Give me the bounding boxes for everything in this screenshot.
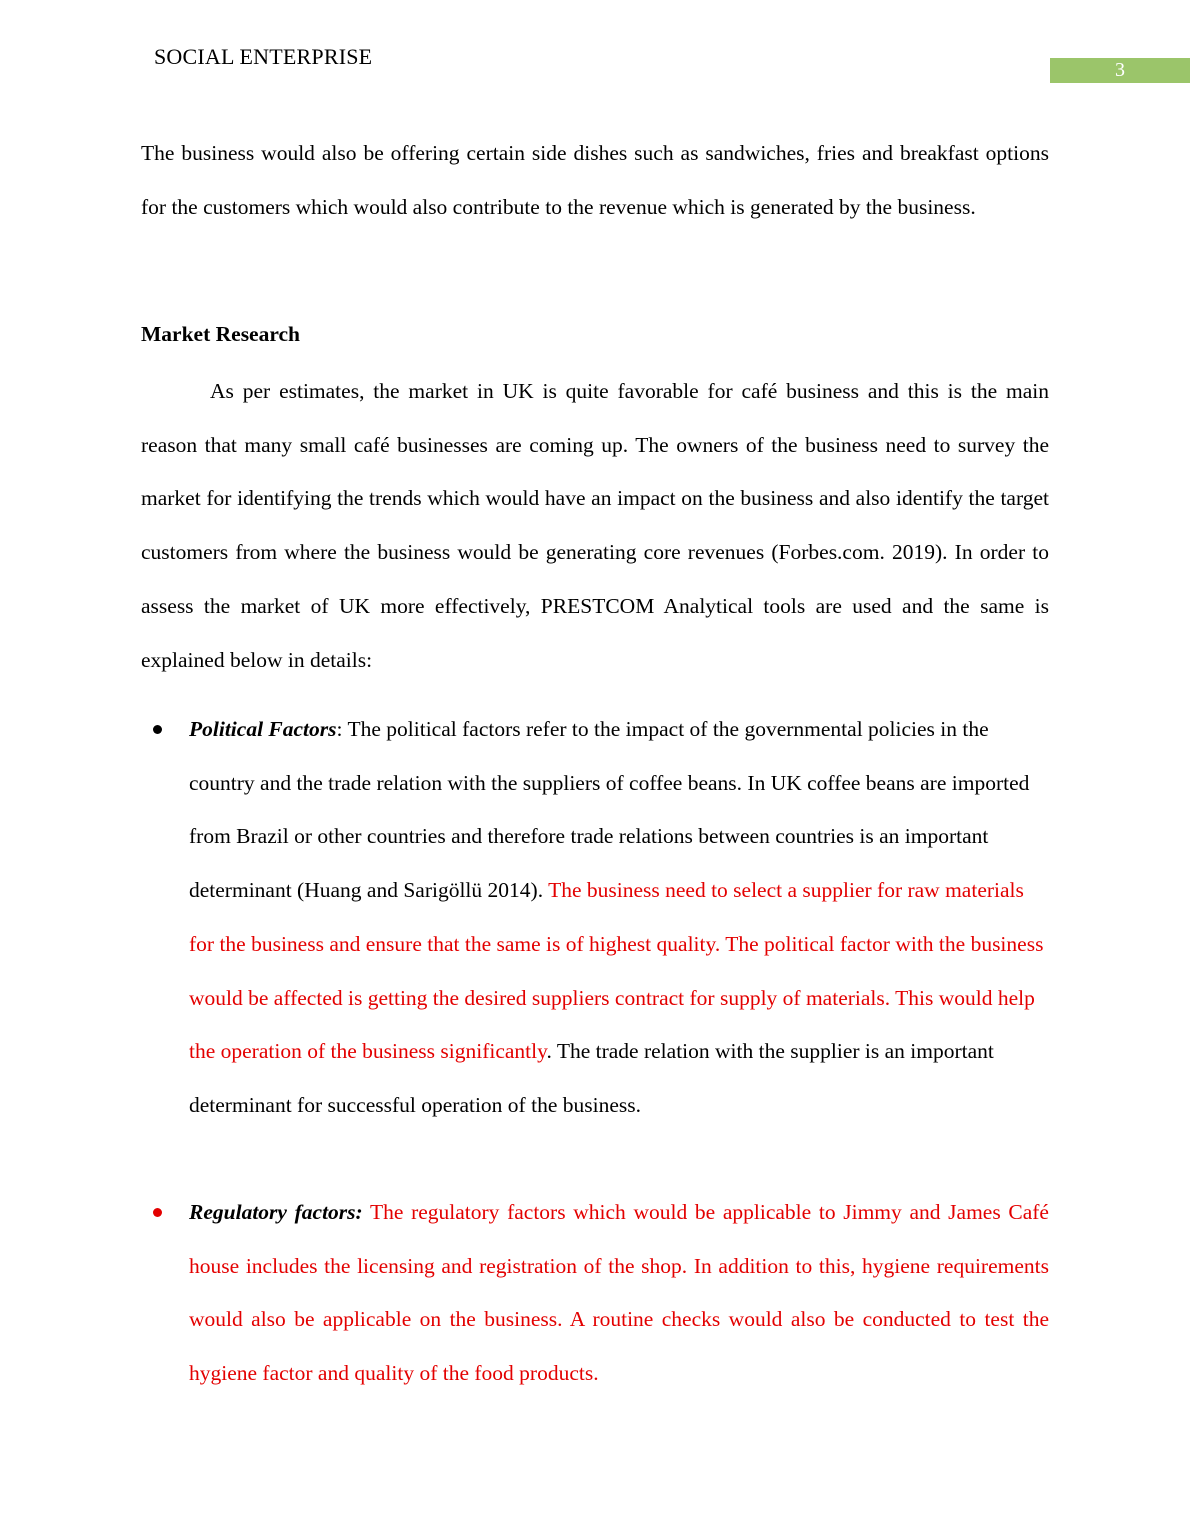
bullet-highlight-text: The business need to select a supplier for raw materials for the business and ensure that the same is of highest quality. The political factor with the business would be affected is getting the desired suppliers contract for supply of materials. This would help the operation of the business significantly [189, 878, 1044, 1064]
bullet-regulatory-factors [141, 1186, 1049, 1401]
bullet-separator: : [336, 717, 348, 741]
intro-paragraph: The business would also be offering certain side dishes such as sandwiches, fries and breakfast options for the customers which would also contribute to the revenue which is generated by the business. [141, 141, 1049, 219]
bullet-term: Political Factors [189, 717, 337, 741]
bullet-political-factors [141, 703, 1049, 1133]
bullet-highlight-text: The regulatory factors which would be applicable to Jimmy and James Café house includes the licensing and registration of the shop. In addition to this, hygiene requirements would also be applicable on the business. A routine checks would also be conducted to test the hygiene factor and quality of the food products. [189, 1200, 1049, 1386]
bullet-text-after: . The trade relation with the supplier is an important determinant for successful operation of the business. [189, 1039, 994, 1117]
bullet-separator [363, 1200, 370, 1224]
market-research-paragraph-block [141, 365, 1049, 687]
running-head: SOCIAL ENTERPRISE [154, 44, 373, 69]
section-heading-market-research: Market Research [141, 322, 301, 346]
market-research-paragraph: As per estimates, the market in UK is quite favorable for café business and this is the main reason that many small café businesses are coming up. The owners of the business need to survey the market for identifying the trends which would have an impact on the business and also identify the target customers from where the business would be generating core revenues (Forbes.com. 2019). In order to assess the market of UK more effectively, PRESTCOM Analytical tools are used and the same is explained below in details: [141, 379, 1049, 672]
factor-list-political [141, 703, 1049, 1133]
bullet-term: Regulatory factors: [189, 1200, 363, 1224]
page-number-badge: 3 [1050, 58, 1190, 83]
factor-list-regulatory [141, 1186, 1049, 1401]
bullet-dot-icon [153, 725, 162, 734]
intro-paragraph-block [141, 127, 1049, 234]
bullet-dot-icon [153, 1208, 162, 1217]
bullet-text: The political factors refer to the impact of the governmental policies in the country and the trade relation with the suppliers of coffee beans. In UK coffee beans are imported from Brazil or other countries and therefore trade relations between countries is an important determinant (Huang and Sarigöllü 2014). [189, 717, 1030, 903]
